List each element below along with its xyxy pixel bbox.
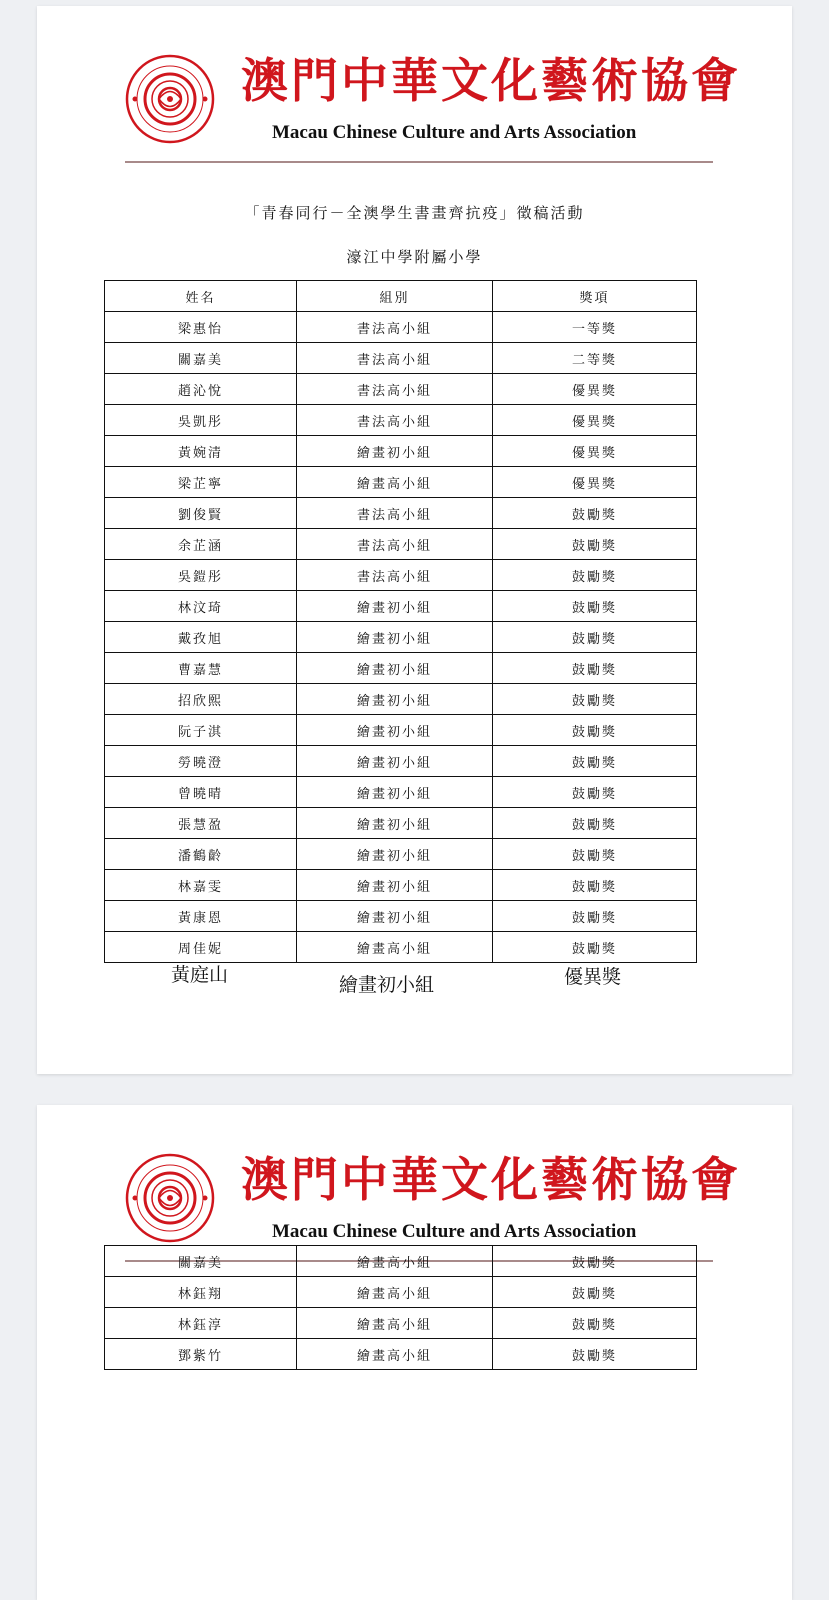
cell-award: 優異獎 [493,436,697,467]
table-row [105,436,697,467]
cell-group: 書法高小組 [297,498,493,529]
cell-name: 余芷涵 [105,529,297,560]
cell-award: 鼓勵獎 [493,684,697,715]
cell-name: 梁惠怡 [105,312,297,343]
cell-name: 趙沁悅 [105,374,297,405]
cell-name: 黃康恩 [105,901,297,932]
org-name-english: Macau Chinese Culture and Arts Association [272,122,637,143]
table-row [105,715,697,746]
cell-award: 鼓勵獎 [493,622,697,653]
cell-award: 鼓勵獎 [493,1246,697,1277]
table-row [105,870,697,901]
table-row [105,560,697,591]
awards-table-continued [104,1245,697,1370]
cell-name: 潘鶴齡 [105,839,297,870]
table-row [105,653,697,684]
document-page-2 [37,1105,792,1600]
header-divider [125,161,713,163]
cell-award: 鼓勵獎 [493,901,697,932]
cell-group: 繪畫初小組 [297,622,493,653]
cell-award: 鼓勵獎 [493,808,697,839]
cell-group: 書法高小組 [297,405,493,436]
cell-award: 一等獎 [493,312,697,343]
table-row [105,405,697,436]
cell-group: 繪畫初小組 [297,591,493,622]
cell-name: 吳凱彤 [105,405,297,436]
cell-group: 繪畫初小組 [297,901,493,932]
cell-group: 繪畫初小組 [297,684,493,715]
cell-name: 關嘉美 [105,343,297,374]
cell-group: 書法高小組 [297,529,493,560]
cell-award: 鼓勵獎 [493,1277,697,1308]
cell-group: 繪畫高小組 [297,1339,493,1370]
cell-award: 鼓勵獎 [493,653,697,684]
cell-award: 優異獎 [493,467,697,498]
cell-group: 繪畫高小組 [297,1277,493,1308]
cell-name: 林汶琦 [105,591,297,622]
cell-group: 書法高小組 [297,560,493,591]
cell-group: 繪畫高小組 [297,1246,493,1277]
table-row [105,374,697,405]
cell-group: 書法高小組 [297,374,493,405]
cell-name: 林鈺翔 [105,1277,297,1308]
cell-group: 繪畫高小組 [297,467,493,498]
cell-name: 關嘉美 [105,1246,297,1277]
table-row [105,684,697,715]
cell-name: 吳鎧彤 [105,560,297,591]
cell-award: 鼓勵獎 [493,932,697,963]
cell-name: 劉俊賢 [105,498,297,529]
awards-table [104,280,697,963]
cell-award: 鼓勵獎 [493,1339,697,1370]
cell-name: 勞曉澄 [105,746,297,777]
table-row [105,467,697,498]
cell-award: 鼓勵獎 [493,1308,697,1339]
column-header-group: 組別 [297,281,493,312]
handwritten-award: 優異獎 [564,966,622,988]
cell-name: 曾曉晴 [105,777,297,808]
table-row [105,1277,697,1308]
table-row [105,746,697,777]
table-row [105,777,697,808]
table-row [105,529,697,560]
handwritten-group: 繪畫初小組 [339,974,435,996]
table-row [105,312,697,343]
table-row [105,1246,697,1277]
table-row [105,839,697,870]
table-row [105,932,697,963]
cell-award: 優異獎 [493,374,697,405]
cell-group: 繪畫初小組 [297,870,493,901]
cell-name: 梁芷寧 [105,467,297,498]
cell-group: 繪畫初小組 [297,715,493,746]
cell-name: 曹嘉慧 [105,653,297,684]
org-name-chinese: 澳門中華文化藝術協會 [241,54,741,109]
table-row [105,1339,697,1370]
cell-group: 繪畫初小組 [297,746,493,777]
cell-name: 林嘉雯 [105,870,297,901]
cell-name: 周佳妮 [105,932,297,963]
document-page-1 [37,6,792,1074]
school-name: 濠江中學附屬小學 [346,248,483,266]
cell-name: 黃婉清 [105,436,297,467]
association-seal-logo [125,54,215,144]
table-row [105,343,697,374]
cell-group: 繪畫初小組 [297,653,493,684]
cell-group: 繪畫初小組 [297,436,493,467]
handwritten-name: 黃庭山 [171,964,229,986]
cell-name: 林鈺淳 [105,1308,297,1339]
cell-group: 書法高小組 [297,312,493,343]
cell-name: 張慧盈 [105,808,297,839]
table-row [105,591,697,622]
cell-award: 鼓勵獎 [493,870,697,901]
cell-name: 戴孜旭 [105,622,297,653]
association-seal-logo [125,1153,215,1243]
table-row [105,1308,697,1339]
table-header-row [105,281,697,312]
awards-table-body [105,312,697,963]
cell-group: 繪畫初小組 [297,808,493,839]
column-header-award: 獎項 [493,281,697,312]
cell-award: 優異獎 [493,405,697,436]
table-row [105,808,697,839]
table-row [105,622,697,653]
letterhead [37,6,792,166]
event-title: 「青春同行－全澳學生書畫齊抗疫」徵稿活動 [244,204,585,222]
cell-group: 書法高小組 [297,343,493,374]
column-header-name: 姓名 [105,281,297,312]
cell-award: 鼓勵獎 [493,746,697,777]
cell-group: 繪畫初小組 [297,777,493,808]
cell-group: 繪畫初小組 [297,839,493,870]
cell-award: 鼓勵獎 [493,715,697,746]
cell-name: 阮子淇 [105,715,297,746]
cell-award: 鼓勵獎 [493,777,697,808]
cell-award: 二等獎 [493,343,697,374]
letterhead [37,1105,792,1265]
cell-award: 鼓勵獎 [493,560,697,591]
table-row [105,901,697,932]
cell-award: 鼓勵獎 [493,529,697,560]
cell-group: 繪畫高小組 [297,1308,493,1339]
cell-name: 招欣熙 [105,684,297,715]
cell-award: 鼓勵獎 [493,591,697,622]
cell-award: 鼓勵獎 [493,839,697,870]
cell-name: 鄧紫竹 [105,1339,297,1370]
awards-table-continued-body [105,1246,697,1370]
cell-group: 繪畫高小組 [297,932,493,963]
org-name-english: Macau Chinese Culture and Arts Association [272,1221,637,1242]
table-row [105,498,697,529]
org-name-chinese: 澳門中華文化藝術協會 [241,1153,741,1208]
cell-award: 鼓勵獎 [493,498,697,529]
